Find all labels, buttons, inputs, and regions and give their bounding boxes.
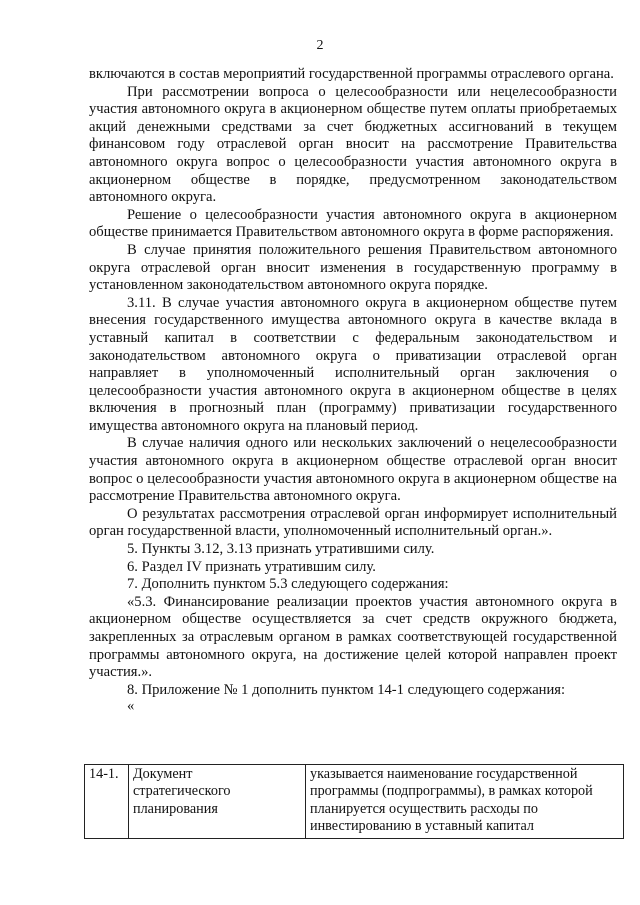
desc-line: программы (подпрограммы), в рамках которой — [310, 783, 593, 800]
name-line: Документ — [133, 766, 193, 782]
name-line: планирования — [133, 800, 218, 817]
opening-quote: « — [127, 698, 135, 715]
page-number: 2 — [316, 38, 324, 53]
paragraph-consideration: При рассмотрении вопроса о целесообразности или нецелесообразности участия автономного округа в акционерном обществе путем оплаты приобретаемых акций денежными средствами за счет бюджетных ассигнований в текущем финансовом году отраслевой орган вносит на рассмотрение Правительства автономного округа вопрос о целесообразности участия автономного округа в акционерном обществе в порядке, предусмотренном законодательством автономного округа. — [89, 83, 617, 206]
paragraph-item-6: 6. Раздел IV признать утратившим силу. — [127, 558, 376, 575]
paragraph-decision: Решение о целесообразности участия автономного округа в акционерном обществе принимается Правительством автономного округа в форме распоряжения. — [89, 206, 617, 241]
row-description-cell — [306, 765, 624, 839]
paragraph-5-3: «5.3. Финансирование реализации проектов участия автономного округа в акционерном обществе осуществляется за счет средств окружного бюджета, закрепленных за отраслевым органом в рамках соответствующей государственной программы автономного округа, на достижение целей которой направлен проект участия.». — [89, 593, 617, 681]
paragraph-item-8: 8. Приложение № 1 дополнить пунктом 14-1 следующего содержания: — [127, 681, 566, 698]
paragraph-results: О результатах рассмотрения отраслевой орган информирует исполнительный орган государственной власти, уполномоченный исполнительный орган.». — [89, 505, 617, 540]
row-name-cell — [129, 765, 306, 839]
row-number-cell: 14-1. — [85, 765, 129, 839]
name-line: стратегического — [133, 783, 231, 800]
paragraph-positive-decision: В случае принятия положительного решения Правительством автономного округа отраслевой орган вносит изменения в государственную программу в установленном законодательством автономного округа порядке. — [89, 241, 617, 294]
paragraph-3-11: 3.11. В случае участия автономного округа в акционерном обществе путем внесения государственного имущества автономного округа в качестве вклада в уставный капитал в соответствии с федеральным законодательством и законодательством автономного округа о приватизации отраслевой орган направляет в уполномоченный исполнительный орган заключения о целесообразности участия автономного округа в акционерном обществе в целях включения в прогнозный план (программу) приватизации государственного имущества автономного округа на плановый период. — [89, 294, 617, 434]
paragraph-negative-conclusions: В случае наличия одного или нескольких заключений о нецелесообразности участия автономного округа в акционерном обществе отраслевой орган вносит вопрос о целесообразности участия автономного округа в акционерном обществе на рассмотрение Правительства автономного округа. — [89, 435, 617, 505]
desc-line: планируется осуществить расходы по — [310, 800, 538, 817]
paragraph-item-7: 7. Дополнить пунктом 5.3 следующего содержания: — [127, 576, 449, 593]
appendix-table — [84, 764, 624, 839]
table-row — [85, 765, 624, 839]
document-body — [89, 66, 617, 714]
desc-line: указывается наименование государственной — [310, 766, 578, 782]
paragraph-continuation: включаются в состав мероприятий государственной программы отраслевого органа. — [89, 66, 614, 82]
desc-line: инвестированию в уставный капитал — [310, 818, 534, 835]
paragraph-item-5: 5. Пункты 3.12, 3.13 признать утратившими силу. — [127, 541, 435, 558]
